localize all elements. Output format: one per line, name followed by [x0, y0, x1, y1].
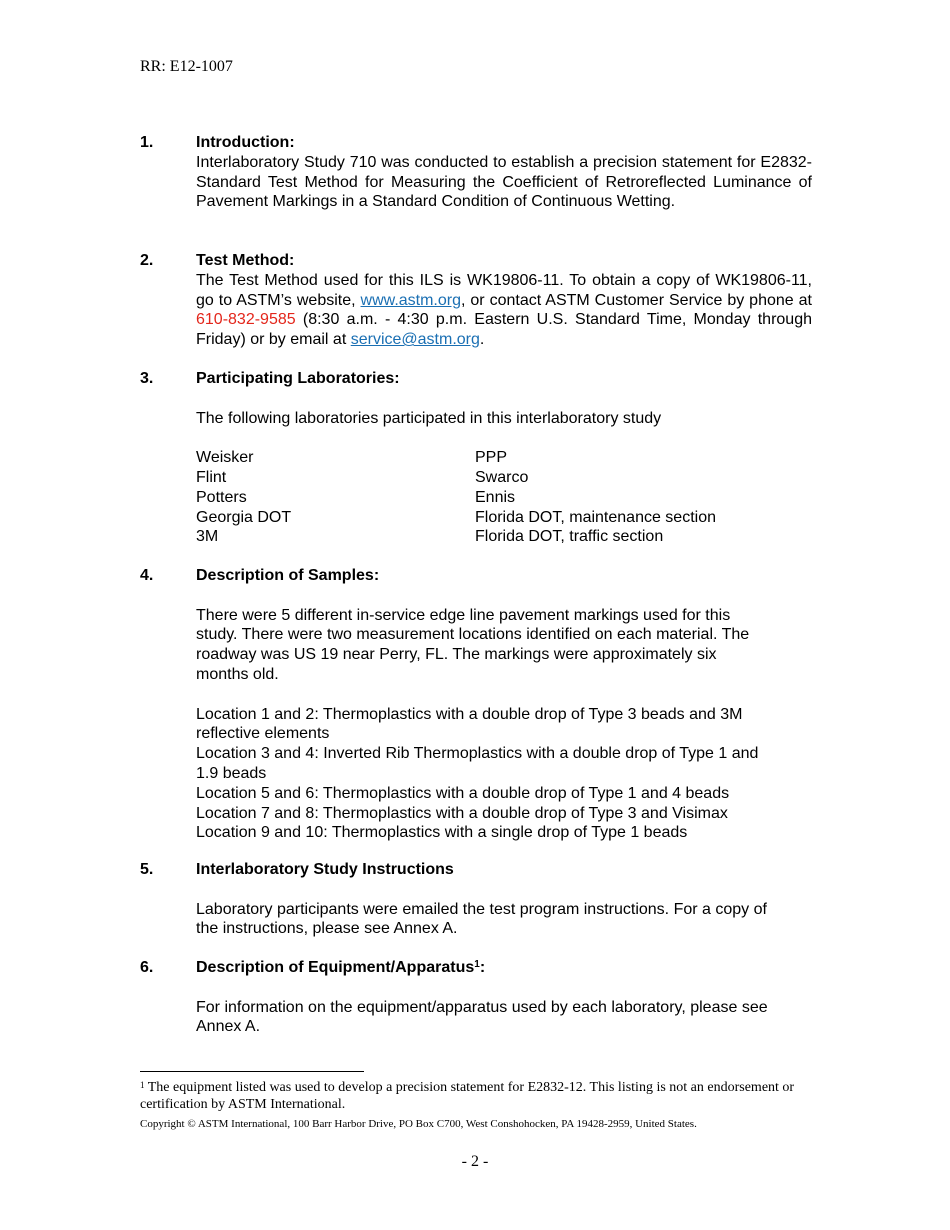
text-line: Location 7 and 8: Thermoplastics with a double drop of Type 3 and Visimax [196, 804, 728, 822]
report-header: RR: E12-1007 [140, 58, 233, 75]
body-text: (8:30 a.m. - 4:30 p.m. Eastern U.S. Standard Time, Monday through Friday) or by email at [196, 311, 812, 349]
text-line: study. There were two measurement locations identified on each material. The [196, 626, 750, 644]
labs-list [196, 448, 812, 547]
section-body [196, 271, 812, 350]
text-line: 1.9 beads [196, 764, 267, 782]
text-line: Location 3 and 4: Inverted Rib Thermoplastics with a double drop of Type 1 and [196, 745, 759, 763]
service-email-link[interactable]: service@astm.org [350, 331, 480, 349]
text-line: Laboratory participants were emailed the test program instructions. For a copy of [196, 900, 767, 918]
text-line: There were 5 different in-service edge line pavement markings used for this [196, 606, 731, 624]
copyright-notice: Copyright © ASTM International, 100 Barr Harbor Drive, PO Box C700, West Conshohocken, PA 19428-2959, United States. [140, 1118, 697, 1130]
lab-name: PPP [475, 449, 508, 467]
lab-name: Ennis [475, 488, 516, 506]
section-number: 1. [140, 134, 154, 151]
text-line: roadway was US 19 near Perry, FL. The markings were approximately six [196, 646, 717, 664]
lab-name: Georgia DOT [196, 508, 292, 526]
lab-name: Florida DOT, maintenance section [475, 508, 716, 526]
footnote-marker: 1 [140, 1080, 145, 1090]
section-number: 3. [140, 370, 154, 387]
footnote [140, 1079, 800, 1113]
text-line: For information on the equipment/apparatus used by each laboratory, please see [196, 998, 768, 1016]
section-title [196, 958, 812, 978]
section-title: Description of Samples: [196, 567, 380, 584]
body-text: , or contact ASTM Customer Service by phone at [461, 291, 812, 309]
section-body: Interlaboratory Study 710 was conducted to establish a precision statement for E2832- Standard Test Method for Measuring the Coefficient of Retroreflected Luminance of Pavement Markings in a Standard Condition of Continuous Wetting. [196, 153, 812, 211]
section-ils-instructions [140, 860, 812, 939]
footnote-divider [140, 1071, 364, 1072]
locations-list [196, 705, 812, 844]
section-introduction [140, 133, 812, 212]
lab-name: Potters [196, 488, 247, 506]
section-number: 2. [140, 252, 154, 269]
phone-number: 610-832-9585 [196, 311, 296, 329]
lab-name: Florida DOT, traffic section [475, 528, 664, 546]
text-line: Location 1 and 2: Thermoplastics with a double drop of Type 3 beads and 3M [196, 705, 743, 723]
text-line: the instructions, please see Annex A. [196, 920, 458, 938]
footnote-ref[interactable]: 1 [474, 959, 480, 970]
text-line: months old. [196, 665, 279, 683]
page-number: - 2 - [461, 1153, 489, 1170]
labs-intro: The following laboratories participated in this interlaboratory study [196, 409, 662, 427]
section-test-method [140, 251, 812, 350]
title-suffix: : [479, 959, 486, 976]
section-description-of-samples [140, 566, 812, 843]
title-text: Description of Equipment/Apparatus [196, 959, 475, 976]
text-line: Location 9 and 10: Thermoplastics with a single drop of Type 1 beads [196, 824, 688, 842]
section-number: 6. [140, 959, 154, 976]
body-text: The Test Method used for this ILS is WK19806-11. To obtain a copy of WK19806-11, go to ASTM’s website, [196, 271, 812, 309]
section-number: 4. [140, 567, 154, 584]
section-number: 5. [140, 861, 154, 878]
lab-name: Swarco [475, 468, 529, 486]
footnote-text: The equipment listed was used to develop a precision statement for E2832-12. This listing is not an endorsement or certification by ASTM International. [140, 1080, 795, 1112]
text-line: Annex A. [196, 1018, 261, 1036]
lab-name: 3M [196, 528, 219, 546]
section-title: Interlaboratory Study Instructions [196, 861, 454, 878]
section-participating-laboratories [140, 369, 812, 547]
lab-name: Weisker [196, 449, 254, 467]
lab-name: Flint [196, 468, 227, 486]
text-line: reflective elements [196, 725, 330, 743]
body-text: . [479, 331, 485, 349]
section-title: Test Method: [196, 252, 295, 269]
section-title: Introduction: [196, 134, 295, 151]
text-line: Location 5 and 6: Thermoplastics with a double drop of Type 1 and 4 beads [196, 784, 730, 802]
section-equipment [140, 958, 812, 1037]
astm-website-link[interactable]: www.astm.org [360, 291, 461, 309]
samples-paragraph [196, 606, 812, 685]
section-title: Participating Laboratories: [196, 370, 400, 387]
